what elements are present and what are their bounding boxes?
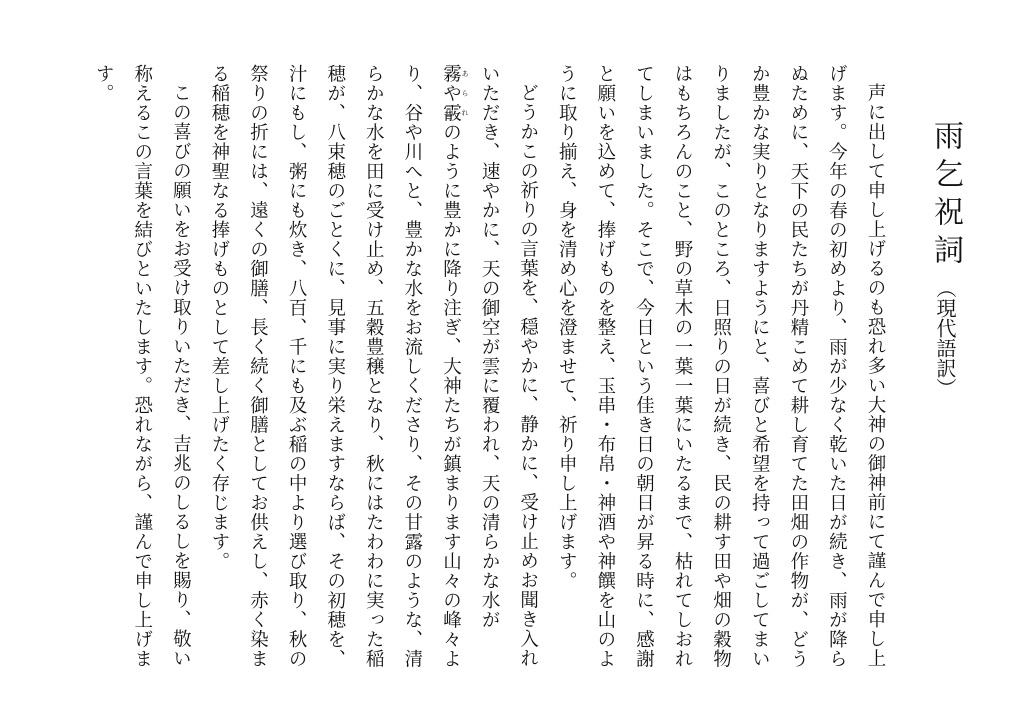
ruby-base: 霧や霰 bbox=[440, 64, 462, 123]
paragraph-3: この喜びの願いをお受け取りいただき、吉兆のしるしを賜り、敬い称えるこの言葉を結びといたします。恐れながら、謹んで申し上げます。 bbox=[93, 64, 192, 669]
paragraph-2-part-1: どうかこの祈りの言葉を、穏やかに、静かに、受け止めお聞き入れいただき、速やかに、天の御空が雲に覆われ、天の清らかな水が bbox=[479, 64, 539, 668]
document-title: 雨乞祝詞 bbox=[928, 120, 963, 272]
paragraph-2 bbox=[199, 64, 546, 674]
document-subtitle: （現代語訳） bbox=[933, 278, 957, 398]
paragraph-2-part-2: のように豊かに降り注ぎ、大神たちが鎮まります山々の峰々より、谷や川へと、豊かな水をお流しくださり、その甘露のような、清らかな水を田に受け止め、五穀豊穣となり、秋にはたわわに実った稲穂が、八束穂のごとくに、見事に実り栄えますならば、その初穂を、汁にもし、粥にも炊き、八百、千にも及ぶ稲の中より選び取り、秋の祭りの折には、遠くの御膳、長く続く御膳としてお供えし、赤く染まる稲穂を神聖なる捧げものとして差し上げたく存じます。 bbox=[208, 64, 462, 669]
document-body bbox=[84, 64, 894, 674]
ruby-annotation bbox=[440, 64, 469, 123]
paragraph-1: 声に出して申し上げるのも恐れ多い大神の御神前にて謹んで申し上げます。今年の春の初めより、雨が少なく乾いた日が続き、雨が降らぬために、天下の民たちが丹精こめて耕し育てた田畑の作物が、どうか豊かな実りとなりますようにと、喜びと希望を持って過ごしてまいりましたが、このところ、日照りの日が続き、民の耕す田や畑の穀物はもちろんのこと、野の草木の一葉一葉にいたるまで、枯れてしおれてしまいました。そこで、今日という佳き日の朝日が昇る時に、感謝と願いを込めて、捧げものを整え、玉串・布帛・神酒や神饌を山のように取り揃え、身を清め心を澄ませて、祈り申し上げます。 bbox=[556, 64, 886, 669]
ruby-reading: あられ bbox=[460, 64, 469, 123]
title-block bbox=[920, 120, 970, 560]
